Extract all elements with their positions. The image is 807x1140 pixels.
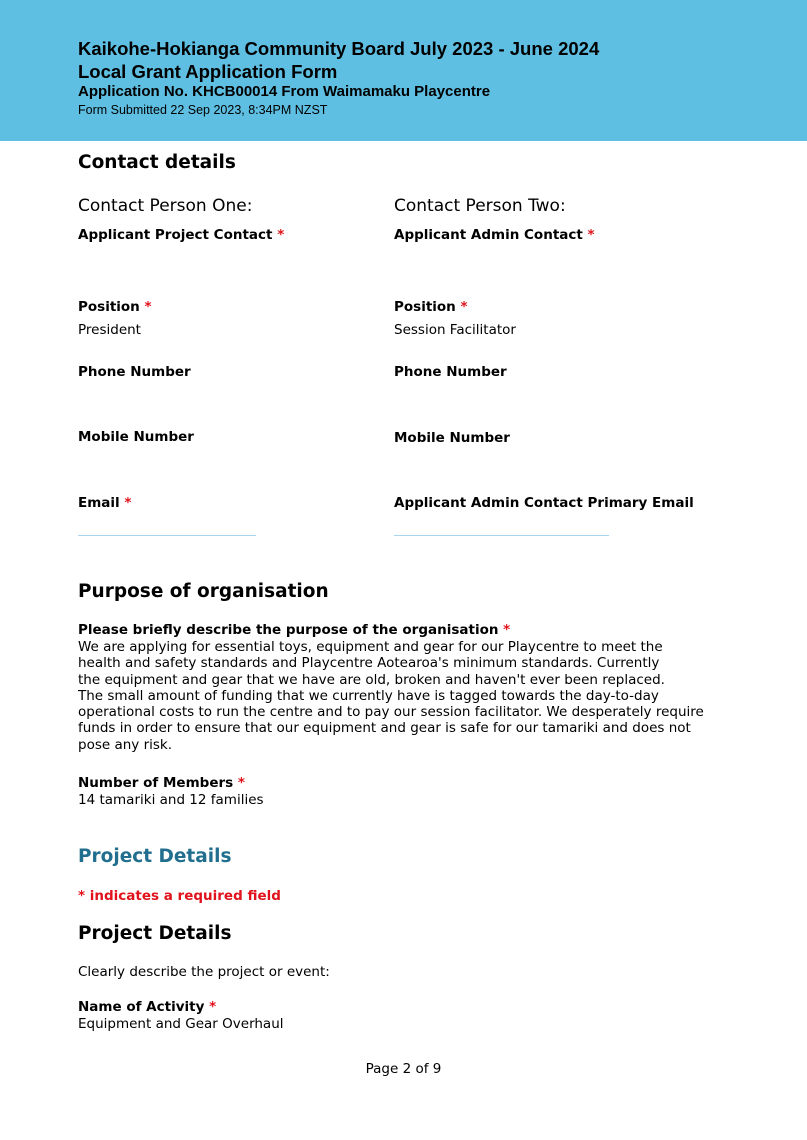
required-mark: * [124,495,132,511]
position-one-value: President [78,322,141,338]
project-details-subheading: Project Details [78,923,232,944]
contact-person-one-heading: Contact Person One: [78,196,253,216]
label-text: Position [394,299,456,315]
members-value: 14 tamariki and 12 families [78,792,264,808]
phone-two-label: Phone Number [394,364,507,380]
activity-name-value: Equipment and Gear Overhaul [78,1016,284,1032]
form-title-line2: Local Grant Application Form [78,61,338,82]
position-two-value: Session Facilitator [394,322,516,338]
email-one-label [78,495,131,512]
application-number: Application No. KHCB00014 From Waimamaku Playcentre [78,83,491,100]
purpose-description [78,639,728,753]
required-mark: * [277,227,285,243]
position-two-label [394,299,468,316]
form-title-line1: Kaikohe-Hokianga Community Board July 2023 - June 2024 [78,38,600,59]
label-text: Email [78,495,120,511]
purpose-line: the equipment and gear that we have are old, broken and haven't ever been replaced. [78,671,665,688]
purpose-describe-label [78,622,510,639]
email-one-field-underline [78,535,256,536]
label-text: Number of Members [78,775,234,791]
page-number: Page 2 of 9 [365,1061,442,1077]
activity-name-label [78,999,216,1016]
label-text: Applicant Admin Contact [394,227,583,243]
members-label [78,775,245,792]
applicant-project-contact-label [78,227,284,244]
project-details-section-heading: Project Details [78,846,232,867]
required-mark: * [460,299,468,315]
phone-one-label: Phone Number [78,364,191,380]
required-mark: * [587,227,595,243]
required-mark: * [237,775,245,791]
label-text: Please briefly describe the purpose of the organisation [78,622,499,638]
project-instruction: Clearly describe the project or event: [78,964,330,980]
email-two-label: Applicant Admin Contact Primary Email [394,495,694,511]
required-field-note: * indicates a required field [78,888,281,904]
contact-person-two-heading: Contact Person Two: [394,196,566,216]
label-text: Name of Activity [78,999,205,1015]
mobile-two-label: Mobile Number [394,430,510,446]
position-one-label [78,299,152,316]
purpose-line: The small amount of funding that we currently have is tagged towards the day-to-day [78,687,659,704]
purpose-line: operational costs to run the centre and to pay our session facilitator. We desperately require [78,704,704,721]
purpose-line: pose any risk. [78,736,173,753]
header-banner [0,0,807,141]
email-two-field-underline [394,535,609,536]
purpose-line: funds in order to ensure that our equipment and gear is safe for our tamariki and does not [78,720,691,737]
purpose-heading: Purpose of organisation [78,581,329,602]
submitted-timestamp: Form Submitted 22 Sep 2023, 8:34PM NZST [78,103,328,117]
required-mark: * [503,622,511,638]
required-mark: * [144,299,152,315]
applicant-admin-contact-label [394,227,595,244]
label-text: Position [78,299,140,315]
contact-details-heading: Contact details [78,152,236,173]
purpose-line: health and safety standards and Playcentre Aotearoa's minimum standards. Currently [78,655,660,672]
required-mark: * [209,999,217,1015]
mobile-one-label: Mobile Number [78,429,194,445]
purpose-line: We are applying for essential toys, equipment and gear for our Playcentre to meet the [78,639,663,655]
label-text: Applicant Project Contact [78,227,273,243]
